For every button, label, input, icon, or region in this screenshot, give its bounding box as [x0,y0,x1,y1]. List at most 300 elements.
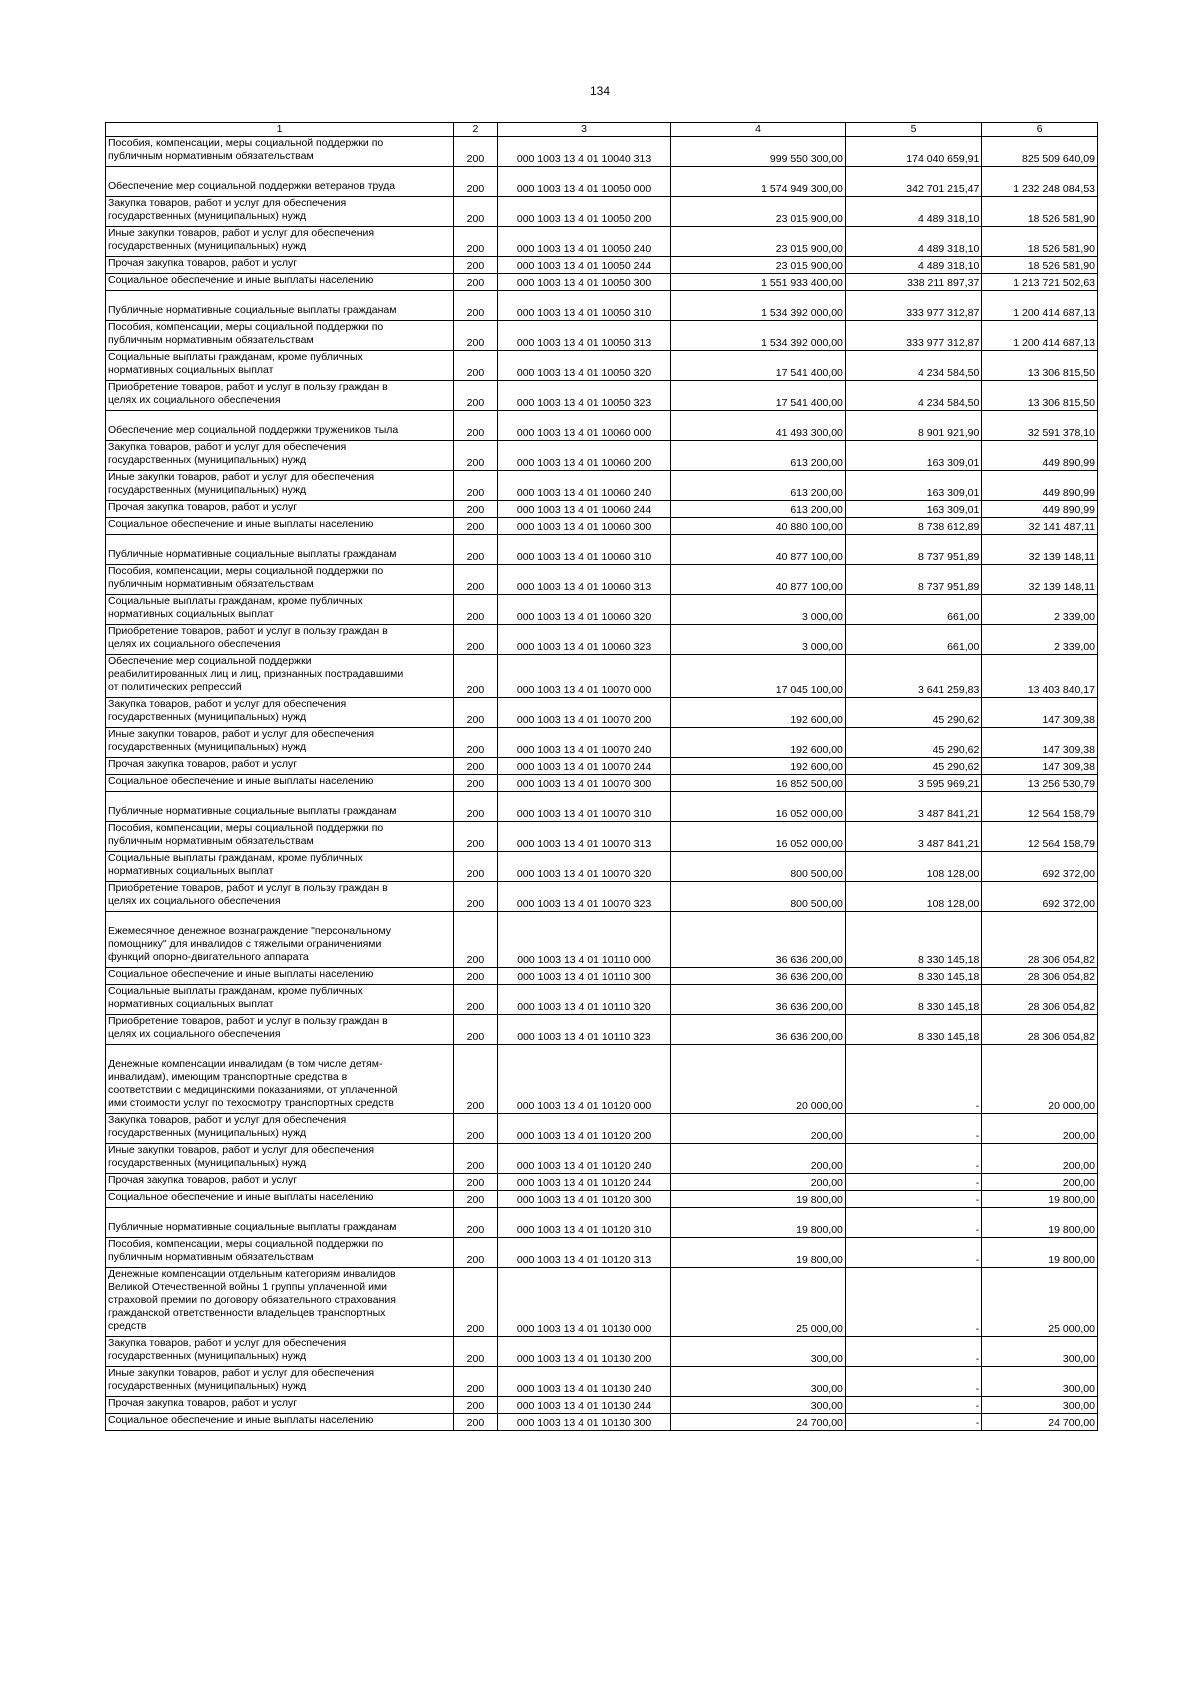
row-code: 200 [454,775,498,792]
row-code: 200 [454,1114,498,1144]
table-row [106,381,1098,411]
table-row [106,1208,1098,1238]
row-kbk: 000 1003 13 4 01 10110 300 [497,968,671,985]
row-name: Социальные выплаты гражданам, кроме публичных нормативных социальных выплат [106,351,454,381]
table-row [106,792,1098,822]
row-kbk: 000 1003 13 4 01 10040 313 [497,137,671,167]
row-remaining-amount: 1 232 248 084,53 [982,167,1098,197]
row-code: 200 [454,1238,498,1268]
table-row [106,775,1098,792]
row-kbk: 000 1003 13 4 01 10060 320 [497,595,671,625]
row-name: Иные закупки товаров, работ и услуг для обеспечения государственных (муниципальных) нужд [106,1144,454,1174]
row-plan-amount: 192 600,00 [671,698,846,728]
table-row [106,411,1098,441]
table-row [106,471,1098,501]
row-name: Обеспечение мер социальной поддержки реабилитированных лиц и лиц, признанных пострадавшими от политических репрессий [106,655,454,698]
row-code: 200 [454,985,498,1015]
row-executed-amount: - [845,1191,981,1208]
row-code: 200 [454,822,498,852]
row-name: Пособия, компенсации, меры социальной поддержки по публичным нормативным обязательствам [106,822,454,852]
row-kbk: 000 1003 13 4 01 10060 000 [497,411,671,441]
table-row [106,985,1098,1015]
row-remaining-amount: 449 890,99 [982,471,1098,501]
row-plan-amount: 36 636 200,00 [671,912,846,968]
row-kbk: 000 1003 13 4 01 10060 313 [497,565,671,595]
row-name: Приобретение товаров, работ и услуг в пользу граждан в целях их социального обеспечения [106,882,454,912]
table-row [106,137,1098,167]
column-header: 4 [671,123,846,137]
table-row [106,1397,1098,1414]
row-executed-amount: 8 330 145,18 [845,985,981,1015]
table-header-row [106,123,1098,137]
row-executed-amount: 8 737 951,89 [845,565,981,595]
table-row [106,758,1098,775]
table-row [106,227,1098,257]
row-kbk: 000 1003 13 4 01 10070 320 [497,852,671,882]
row-plan-amount: 1 551 933 400,00 [671,274,846,291]
row-plan-amount: 17 541 400,00 [671,351,846,381]
row-kbk: 000 1003 13 4 01 10120 244 [497,1174,671,1191]
row-remaining-amount: 449 890,99 [982,501,1098,518]
row-name: Иные закупки товаров, работ и услуг для обеспечения государственных (муниципальных) нужд [106,471,454,501]
row-name: Закупка товаров, работ и услуг для обеспечения государственных (муниципальных) нужд [106,698,454,728]
table-row [106,852,1098,882]
table-row [106,518,1098,535]
row-name: Социальное обеспечение и иные выплаты населению [106,1191,454,1208]
row-name: Иные закупки товаров, работ и услуг для обеспечения государственных (муниципальных) нужд [106,728,454,758]
column-header: 1 [106,123,454,137]
row-plan-amount: 36 636 200,00 [671,1015,846,1045]
row-remaining-amount: 28 306 054,82 [982,1015,1098,1045]
row-remaining-amount: 28 306 054,82 [982,968,1098,985]
row-remaining-amount: 200,00 [982,1114,1098,1144]
row-name: Закупка товаров, работ и услуг для обеспечения государственных (муниципальных) нужд [106,197,454,227]
column-header: 2 [454,123,498,137]
row-plan-amount: 36 636 200,00 [671,968,846,985]
row-code: 200 [454,852,498,882]
row-executed-amount: 338 211 897,37 [845,274,981,291]
row-kbk: 000 1003 13 4 01 10050 000 [497,167,671,197]
row-name: Иные закупки товаров, работ и услуг для обеспечения государственных (муниципальных) нужд [106,227,454,257]
table-row [106,257,1098,274]
row-executed-amount: 163 309,01 [845,471,981,501]
row-plan-amount: 16 852 500,00 [671,775,846,792]
table-row [106,565,1098,595]
row-plan-amount: 17 045 100,00 [671,655,846,698]
row-plan-amount: 3 000,00 [671,625,846,655]
row-executed-amount: - [845,1238,981,1268]
row-remaining-amount: 300,00 [982,1367,1098,1397]
row-executed-amount: 8 330 145,18 [845,968,981,985]
row-remaining-amount: 300,00 [982,1337,1098,1367]
row-name: Пособия, компенсации, меры социальной поддержки по публичным нормативным обязательствам [106,565,454,595]
row-kbk: 000 1003 13 4 01 10120 000 [497,1045,671,1114]
table-row [106,1238,1098,1268]
row-name: Приобретение товаров, работ и услуг в пользу граждан в целях их социального обеспечения [106,625,454,655]
row-remaining-amount: 200,00 [982,1144,1098,1174]
row-plan-amount: 200,00 [671,1114,846,1144]
row-remaining-amount: 13 403 840,17 [982,655,1098,698]
row-remaining-amount: 825 509 640,09 [982,137,1098,167]
row-executed-amount: - [845,1397,981,1414]
row-remaining-amount: 2 339,00 [982,595,1098,625]
row-name: Публичные нормативные социальные выплаты гражданам [106,1208,454,1238]
row-plan-amount: 1 574 949 300,00 [671,167,846,197]
row-plan-amount: 25 000,00 [671,1268,846,1337]
row-kbk: 000 1003 13 4 01 10060 310 [497,535,671,565]
table-row [106,1114,1098,1144]
row-kbk: 000 1003 13 4 01 10070 244 [497,758,671,775]
row-name: Прочая закупка товаров, работ и услуг [106,1174,454,1191]
row-kbk: 000 1003 13 4 01 10070 000 [497,655,671,698]
row-plan-amount: 23 015 900,00 [671,227,846,257]
row-code: 200 [454,882,498,912]
row-code: 200 [454,501,498,518]
row-kbk: 000 1003 13 4 01 10130 300 [497,1414,671,1431]
row-plan-amount: 1 534 392 000,00 [671,291,846,321]
row-code: 200 [454,1191,498,1208]
row-plan-amount: 40 877 100,00 [671,535,846,565]
row-code: 200 [454,1208,498,1238]
row-code: 200 [454,321,498,351]
row-remaining-amount: 32 139 148,11 [982,535,1098,565]
row-plan-amount: 40 877 100,00 [671,565,846,595]
row-name: Обеспечение мер социальной поддержки ветеранов труда [106,167,454,197]
row-remaining-amount: 19 800,00 [982,1238,1098,1268]
row-code: 200 [454,291,498,321]
row-remaining-amount: 692 372,00 [982,882,1098,912]
row-name: Закупка товаров, работ и услуг для обеспечения государственных (муниципальных) нужд [106,441,454,471]
row-executed-amount: - [845,1045,981,1114]
row-executed-amount: 3 641 259,83 [845,655,981,698]
row-kbk: 000 1003 13 4 01 10070 240 [497,728,671,758]
row-remaining-amount: 13 306 815,50 [982,351,1098,381]
row-kbk: 000 1003 13 4 01 10060 200 [497,441,671,471]
row-name: Публичные нормативные социальные выплаты гражданам [106,291,454,321]
row-remaining-amount: 32 141 487,11 [982,518,1098,535]
row-executed-amount: 333 977 312,87 [845,321,981,351]
row-executed-amount: 333 977 312,87 [845,291,981,321]
row-remaining-amount: 13 256 530,79 [982,775,1098,792]
row-kbk: 000 1003 13 4 01 10050 310 [497,291,671,321]
row-plan-amount: 16 052 000,00 [671,792,846,822]
row-kbk: 000 1003 13 4 01 10070 323 [497,882,671,912]
row-code: 200 [454,728,498,758]
row-executed-amount: 8 901 921,90 [845,411,981,441]
row-kbk: 000 1003 13 4 01 10050 300 [497,274,671,291]
row-kbk: 000 1003 13 4 01 10050 244 [497,257,671,274]
row-remaining-amount: 28 306 054,82 [982,985,1098,1015]
row-remaining-amount: 28 306 054,82 [982,912,1098,968]
row-remaining-amount: 200,00 [982,1174,1098,1191]
row-plan-amount: 19 800,00 [671,1191,846,1208]
row-code: 200 [454,968,498,985]
row-kbk: 000 1003 13 4 01 10070 300 [497,775,671,792]
table-row [106,535,1098,565]
row-code: 200 [454,257,498,274]
row-remaining-amount: 20 000,00 [982,1045,1098,1114]
row-kbk: 000 1003 13 4 01 10060 323 [497,625,671,655]
row-plan-amount: 19 800,00 [671,1208,846,1238]
row-name: Социальное обеспечение и иные выплаты населению [106,1414,454,1431]
row-plan-amount: 192 600,00 [671,758,846,775]
row-name: Социальные выплаты гражданам, кроме публичных нормативных социальных выплат [106,985,454,1015]
row-executed-amount: 3 595 969,21 [845,775,981,792]
row-remaining-amount: 2 339,00 [982,625,1098,655]
table-row [106,167,1098,197]
table-row [106,822,1098,852]
row-executed-amount: 342 701 215,47 [845,167,981,197]
row-remaining-amount: 12 564 158,79 [982,822,1098,852]
table-row [106,501,1098,518]
row-plan-amount: 1 534 392 000,00 [671,321,846,351]
row-kbk: 000 1003 13 4 01 10050 323 [497,381,671,411]
row-executed-amount: 8 737 951,89 [845,535,981,565]
row-kbk: 000 1003 13 4 01 10070 313 [497,822,671,852]
row-name: Прочая закупка товаров, работ и услуг [106,257,454,274]
row-plan-amount: 999 550 300,00 [671,137,846,167]
row-code: 200 [454,274,498,291]
row-plan-amount: 41 493 300,00 [671,411,846,441]
row-kbk: 000 1003 13 4 01 10060 240 [497,471,671,501]
row-kbk: 000 1003 13 4 01 10050 200 [497,197,671,227]
table-row [106,351,1098,381]
row-plan-amount: 23 015 900,00 [671,197,846,227]
row-remaining-amount: 19 800,00 [982,1208,1098,1238]
row-executed-amount: 3 487 841,21 [845,792,981,822]
row-kbk: 000 1003 13 4 01 10130 200 [497,1337,671,1367]
row-name: Социальное обеспечение и иные выплаты населению [106,518,454,535]
row-code: 200 [454,1367,498,1397]
table-row [106,441,1098,471]
row-executed-amount: - [845,1208,981,1238]
row-kbk: 000 1003 13 4 01 10050 240 [497,227,671,257]
row-remaining-amount: 13 306 815,50 [982,381,1098,411]
row-remaining-amount: 24 700,00 [982,1414,1098,1431]
row-kbk: 000 1003 13 4 01 10120 313 [497,1238,671,1268]
row-code: 200 [454,792,498,822]
row-executed-amount: 8 330 145,18 [845,1015,981,1045]
row-remaining-amount: 1 200 414 687,13 [982,291,1098,321]
row-kbk: 000 1003 13 4 01 10050 320 [497,351,671,381]
row-remaining-amount: 1 213 721 502,63 [982,274,1098,291]
row-name: Пособия, компенсации, меры социальной поддержки по публичным нормативным обязательствам [106,1238,454,1268]
row-code: 200 [454,655,498,698]
row-plan-amount: 19 800,00 [671,1238,846,1268]
row-code: 200 [454,1268,498,1337]
table-row [106,1268,1098,1337]
table-row [106,1174,1098,1191]
row-name: Прочая закупка товаров, работ и услуг [106,758,454,775]
row-kbk: 000 1003 13 4 01 10120 300 [497,1191,671,1208]
row-remaining-amount: 449 890,99 [982,441,1098,471]
row-executed-amount: 3 487 841,21 [845,822,981,852]
row-plan-amount: 613 200,00 [671,501,846,518]
row-plan-amount: 192 600,00 [671,728,846,758]
row-executed-amount: - [845,1337,981,1367]
table-row [106,1414,1098,1431]
table-row [106,1015,1098,1045]
row-code: 200 [454,758,498,775]
row-remaining-amount: 300,00 [982,1397,1098,1414]
row-kbk: 000 1003 13 4 01 10060 244 [497,501,671,518]
row-kbk: 000 1003 13 4 01 10050 313 [497,321,671,351]
row-kbk: 000 1003 13 4 01 10130 000 [497,1268,671,1337]
row-code: 200 [454,595,498,625]
table-row [106,1367,1098,1397]
page-number: 134 [589,84,611,98]
column-header: 6 [982,123,1098,137]
table-row [106,291,1098,321]
table-row [106,197,1098,227]
row-plan-amount: 200,00 [671,1174,846,1191]
row-code: 200 [454,1397,498,1414]
row-kbk: 000 1003 13 4 01 10070 310 [497,792,671,822]
row-remaining-amount: 147 309,38 [982,758,1098,775]
row-code: 200 [454,518,498,535]
table-row [106,1045,1098,1114]
row-code: 200 [454,565,498,595]
row-kbk: 000 1003 13 4 01 10110 320 [497,985,671,1015]
row-kbk: 000 1003 13 4 01 10120 240 [497,1144,671,1174]
row-name: Публичные нормативные социальные выплаты гражданам [106,535,454,565]
row-name: Ежемесячное денежное вознаграждение "персональному помощнику" для инвалидов с тяжелыми ограничениями функций опорно-двигательного аппарата [106,912,454,968]
row-remaining-amount: 32 591 378,10 [982,411,1098,441]
table-row [106,655,1098,698]
table-row [106,912,1098,968]
table-row [106,968,1098,985]
table-row [106,321,1098,351]
row-name: Социальное обеспечение и иные выплаты населению [106,968,454,985]
row-name: Пособия, компенсации, меры социальной поддержки по публичным нормативным обязательствам [106,321,454,351]
row-code: 200 [454,1015,498,1045]
row-kbk: 000 1003 13 4 01 10110 323 [497,1015,671,1045]
row-code: 200 [454,912,498,968]
row-plan-amount: 24 700,00 [671,1414,846,1431]
row-executed-amount: 45 290,62 [845,698,981,728]
row-name: Прочая закупка товаров, работ и услуг [106,501,454,518]
row-kbk: 000 1003 13 4 01 10110 000 [497,912,671,968]
row-executed-amount: - [845,1268,981,1337]
row-code: 200 [454,1045,498,1114]
row-plan-amount: 200,00 [671,1144,846,1174]
row-plan-amount: 3 000,00 [671,595,846,625]
row-executed-amount: 4 489 318,10 [845,197,981,227]
row-code: 200 [454,441,498,471]
row-kbk: 000 1003 13 4 01 10060 300 [497,518,671,535]
row-plan-amount: 800 500,00 [671,882,846,912]
row-name: Приобретение товаров, работ и услуг в пользу граждан в целях их социального обеспечения [106,381,454,411]
row-remaining-amount: 147 309,38 [982,728,1098,758]
row-code: 200 [454,227,498,257]
row-name: Социальное обеспечение и иные выплаты населению [106,775,454,792]
row-executed-amount: 4 234 584,50 [845,381,981,411]
table-row [106,274,1098,291]
column-header: 5 [845,123,981,137]
row-plan-amount: 613 200,00 [671,471,846,501]
row-executed-amount: 8 330 145,18 [845,912,981,968]
row-name: Пособия, компенсации, меры социальной поддержки по публичным нормативным обязательствам [106,137,454,167]
row-name: Денежные компенсации инвалидам (в том числе детям- инвалидам), имеющим транспортные средства в соответствии с медицинскими показаниями, от уплаченной ими стоимости услуг по техосмотру транспортных средств [106,1045,454,1114]
row-executed-amount: 4 489 318,10 [845,227,981,257]
row-plan-amount: 17 541 400,00 [671,381,846,411]
row-kbk: 000 1003 13 4 01 10120 200 [497,1114,671,1144]
row-remaining-amount: 147 309,38 [982,698,1098,728]
row-executed-amount: 174 040 659,91 [845,137,981,167]
table-row [106,698,1098,728]
row-remaining-amount: 19 800,00 [982,1191,1098,1208]
row-plan-amount: 613 200,00 [671,441,846,471]
table-row [106,1144,1098,1174]
row-code: 200 [454,698,498,728]
row-kbk: 000 1003 13 4 01 10070 200 [497,698,671,728]
row-remaining-amount: 1 200 414 687,13 [982,321,1098,351]
table-row [106,882,1098,912]
row-kbk: 000 1003 13 4 01 10130 240 [497,1367,671,1397]
row-code: 200 [454,1174,498,1191]
row-remaining-amount: 18 526 581,90 [982,257,1098,274]
row-code: 200 [454,625,498,655]
row-name: Прочая закупка товаров, работ и услуг [106,1397,454,1414]
row-executed-amount: 163 309,01 [845,441,981,471]
row-plan-amount: 16 052 000,00 [671,822,846,852]
table-row [106,625,1098,655]
row-name: Обеспечение мер социальной поддержки тружеников тыла [106,411,454,441]
row-code: 200 [454,535,498,565]
row-executed-amount: - [845,1367,981,1397]
row-executed-amount: - [845,1114,981,1144]
row-name: Публичные нормативные социальные выплаты гражданам [106,792,454,822]
row-executed-amount: - [845,1144,981,1174]
row-executed-amount: 661,00 [845,625,981,655]
row-code: 200 [454,167,498,197]
row-executed-amount: - [845,1174,981,1191]
row-executed-amount: 45 290,62 [845,758,981,775]
table-row [106,1337,1098,1367]
row-code: 200 [454,381,498,411]
row-plan-amount: 40 880 100,00 [671,518,846,535]
row-plan-amount: 300,00 [671,1337,846,1367]
row-remaining-amount: 25 000,00 [982,1268,1098,1337]
row-plan-amount: 800 500,00 [671,852,846,882]
row-name: Закупка товаров, работ и услуг для обеспечения государственных (муниципальных) нужд [106,1114,454,1144]
row-name: Социальное обеспечение и иные выплаты населению [106,274,454,291]
row-remaining-amount: 32 139 148,11 [982,565,1098,595]
table-row [106,595,1098,625]
table-row [106,728,1098,758]
row-plan-amount: 300,00 [671,1397,846,1414]
row-executed-amount: 45 290,62 [845,728,981,758]
row-plan-amount: 23 015 900,00 [671,257,846,274]
row-code: 200 [454,351,498,381]
row-code: 200 [454,411,498,441]
row-plan-amount: 20 000,00 [671,1045,846,1114]
table-row [106,1191,1098,1208]
row-executed-amount: 163 309,01 [845,501,981,518]
row-code: 200 [454,1414,498,1431]
row-executed-amount: 661,00 [845,595,981,625]
row-remaining-amount: 18 526 581,90 [982,227,1098,257]
column-header: 3 [497,123,671,137]
row-name: Закупка товаров, работ и услуг для обеспечения государственных (муниципальных) нужд [106,1337,454,1367]
row-name: Иные закупки товаров, работ и услуг для обеспечения государственных (муниципальных) нужд [106,1367,454,1397]
row-plan-amount: 36 636 200,00 [671,985,846,1015]
row-name: Приобретение товаров, работ и услуг в пользу граждан в целях их социального обеспечения [106,1015,454,1045]
row-name: Денежные компенсации отдельным категориям инвалидов Великой Отечественной войны 1 группы уплаченной ими страховой премии по договору обязательного страхования гражданской ответственности владельцев транспортных средств [106,1268,454,1337]
row-name: Социальные выплаты гражданам, кроме публичных нормативных социальных выплат [106,595,454,625]
row-executed-amount: 4 489 318,10 [845,257,981,274]
row-code: 200 [454,1337,498,1367]
